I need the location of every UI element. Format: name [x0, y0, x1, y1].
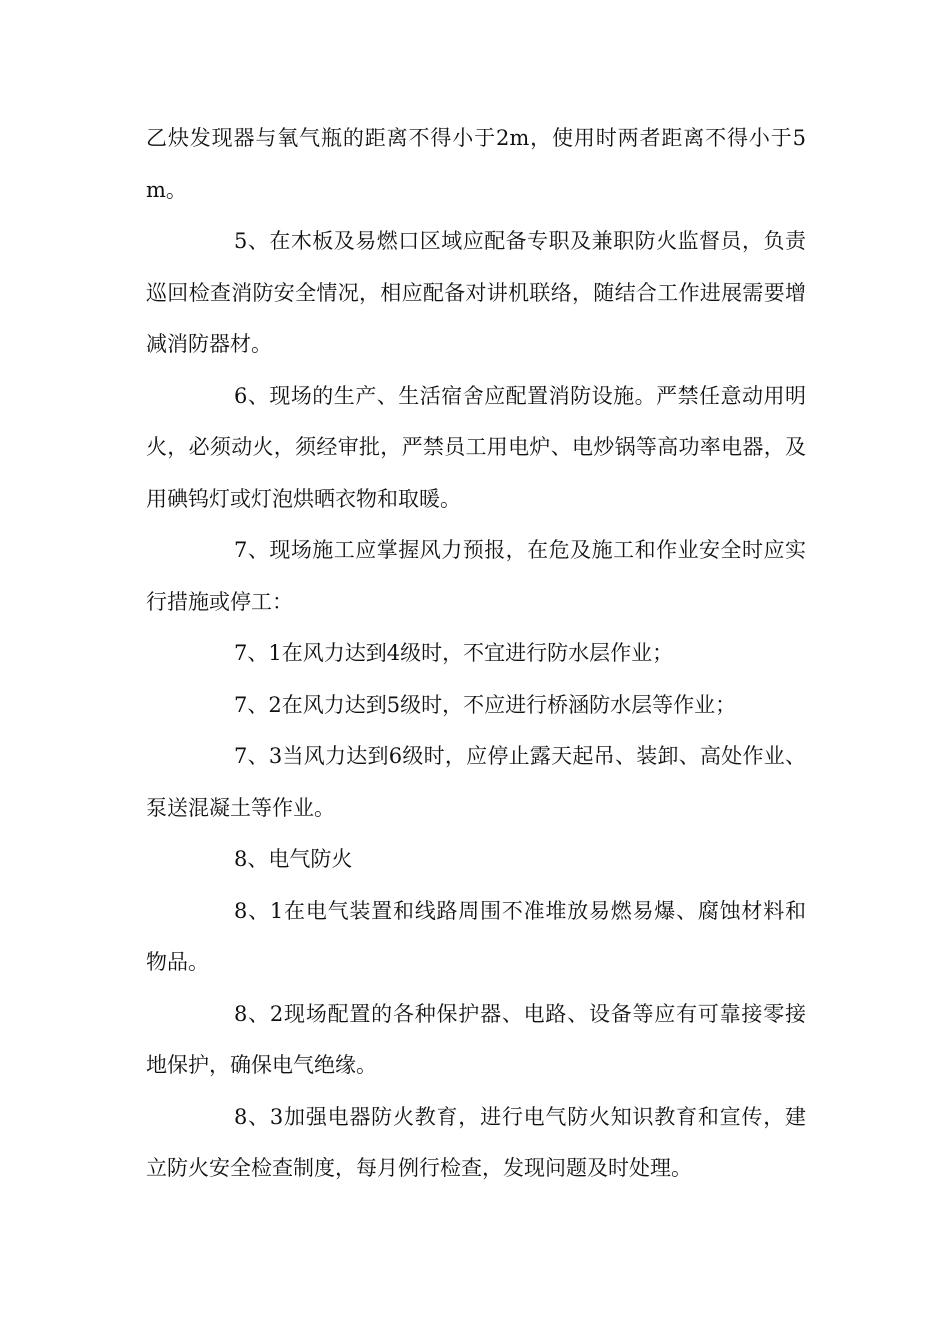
paragraph-8-1-no-flammables: 8、1在电气装置和线路周围不准堆放易燃易爆、腐蚀材料和物品。 [146, 898, 806, 974]
paragraph-5-fire-supervisor: 5、在木板及易燃口区域应配备专职及兼职防火监督员，负责巡回检查消防安全情况，相应配备对讲机联络，随结合工作进展需要增减消防器材。 [146, 229, 806, 356]
paragraph-8-3-fire-education: 8、3加强电器防火教育，进行电气防火知识教育和宣传，建立防火安全检查制度，每月例行检查，发现问题及时处理。 [146, 1104, 806, 1180]
paragraph-acetylene-distance: 乙炔发现器与氧气瓶的距离不得小于2m，使用时两者距离不得小于5m。 [146, 126, 806, 202]
paragraph-7-1-wind-level-4: 7、1在风力达到4级时，不宜进行防水层作业； [234, 641, 674, 665]
paragraph-6-fire-facilities: 6、现场的生产、生活宿舍应配置消防设施。严禁任意动用明火，必须动火，须经审批，严禁员工用电炉、电炒锅等高功率电器，及用碘钨灯或灯泡烘晒衣物和取暖。 [146, 383, 806, 511]
paragraph-8-electrical-fire-heading: 8、电气防火 [234, 847, 353, 871]
paragraph-7-2-wind-level-5: 7、2在风力达到5级时，不应进行桥涵防水层等作业； [234, 692, 737, 717]
paragraph-7-wind-forecast: 7、现场施工应掌握风力预报，在危及施工和作业安全时应实行措施或停工： [146, 538, 806, 614]
paragraph-8-2-grounding: 8、2现场配置的各种保护器、电路、设备等应有可靠接零接地保护，确保电气绝缘。 [146, 1001, 806, 1077]
paragraph-7-3-wind-level-6: 7、3当风力达到6级时，应停止露天起吊、装卸、高处作业、泵送混凝土等作业。 [146, 744, 806, 820]
document-body [146, 113, 806, 1195]
